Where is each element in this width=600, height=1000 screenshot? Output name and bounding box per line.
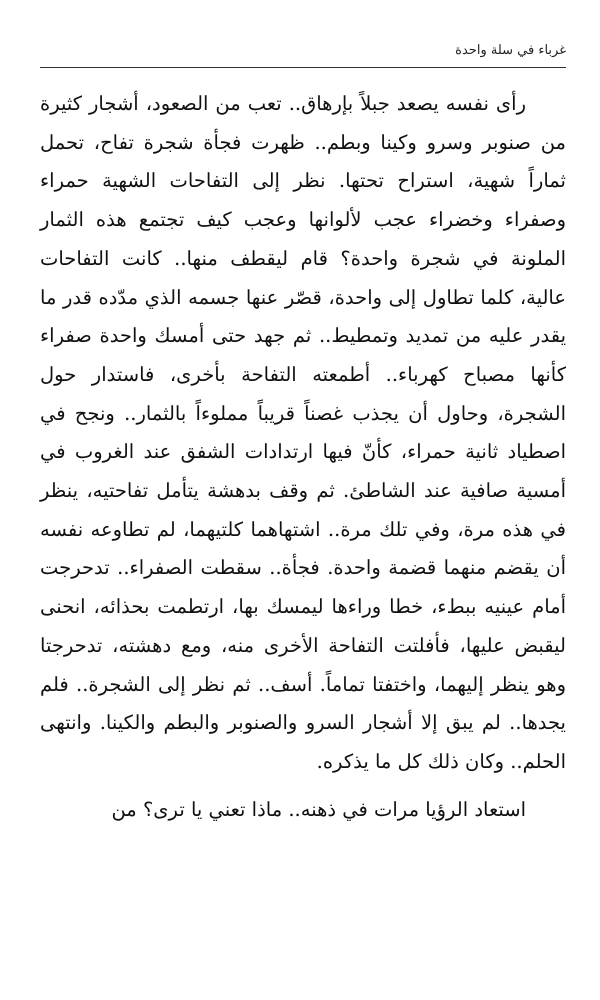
body-text (40, 85, 566, 829)
paragraph-dream: رأى نفسه يصعد جبلاً بإرهاق.. تعب من الصعود، أشجار كثيرة من صنوبر وسرو وكينا وبطم.. ظهرت فجأة شجرة تفاح، تحمل ثماراً شهية، استراح تحتها. نظر إلى التفاحات الشهية حمراء وصفراء وخضراء عجب لألوانها وعجب كيف تجتمع هذه الثمار الملونة في شجرة واحدة؟ قام ليقطف منها.. كانت التفاحات عالية، كلما تطاول إلى واحدة، قصّر عنها جسمه الذي مدّده قدر ما يقدر عليه من تمديد وتمطيط.. ثم جهد حتى أمسك واحدة صفراء كأنها مصباح كهرباء.. أطمعته التفاحة بأخرى، فاستدار حول الشجرة، وحاول أن يجذب غصناً قريباً مملوءاً بالثمار.. ونجح في اصطياد ثانية حمراء، كأنّ فيها ارتدادات الشفق عند الغروب في أمسية صافية عند الشاطئ. ثم وقف بدهشة يتأمل تفاحتيه، ينظر في هذه مرة، وفي تلك مرة.. اشتهاهما كلتيهما، لم تطاوعه نفسه أن يقضم منهما قضمة واحدة. فجأة.. سقطت الصفراء.. تدحرجت أمام عينيه ببطء، خطا وراءها ليمسك بها، ارتطمت بحذائه، انحنى ليقبض عليها، فأفلتت التفاحة الأخرى منه، ومع دهشته، تدحرجتا وهو ينظر إليهما، واختفتا تماماً. أسف.. ثم نظر إلى الشجرة.. فلم يجدها.. لم يبق إلا أشجار السرو والصنوبر والبطم والكينا. وانتهى الحلم.. وكان ذلك كل ما يذكره. (40, 92, 566, 773)
running-header: غرباء في سلة واحدة (455, 43, 566, 58)
header-divider (40, 67, 566, 68)
paragraph-recollection: استعاد الرؤيا مرات في ذهنه.. ماذا تعني يا ترى؟ من (111, 797, 526, 821)
